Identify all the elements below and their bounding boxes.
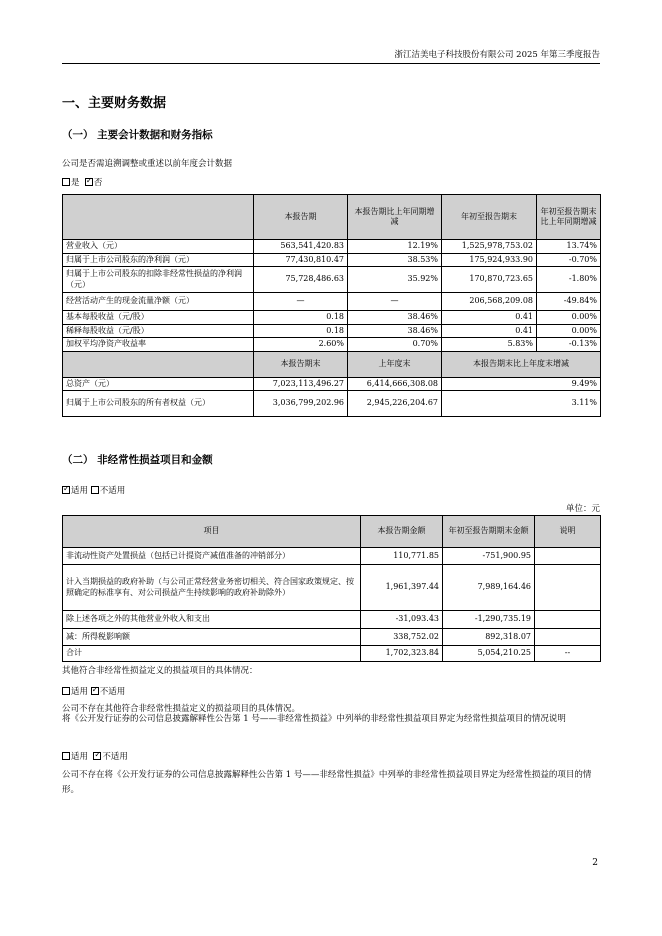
header-cell: 本报告期 [254, 195, 348, 240]
table-cell: 892,318.07 [443, 629, 535, 646]
checkbox-not-applicable[interactable] [93, 752, 101, 760]
not-applicable-label: 不适用 [102, 752, 128, 762]
table-cell: 2.60% [254, 338, 348, 352]
table-cell: 7,023,113,496.27 [254, 377, 348, 391]
table-cell: -31,093.43 [361, 611, 443, 629]
table-cell: — [254, 293, 348, 311]
checkbox-applicable[interactable] [62, 752, 70, 760]
table-row [63, 338, 601, 352]
section-title-financial-data: 一、主要财务数据 [62, 96, 167, 111]
no-reclassification-text: 公司不存在将《公开发行证券的公司信息披露解释性公告第 1 号——非经常性损益》中列举的非经常性损益项目界定为经常性损益的项目的情形。 [62, 770, 592, 795]
header-cell-empty [63, 195, 254, 240]
table-row [63, 253, 601, 267]
table-cell: 0.00% [537, 311, 601, 325]
table-cell: 12.19% [348, 240, 442, 254]
table-subheader-row [63, 351, 601, 377]
header-cell: 本报告期末 [254, 351, 348, 377]
table-row [63, 629, 601, 646]
table-row [63, 377, 601, 391]
table-row [63, 267, 601, 293]
header-cell: 本报告期金额 [361, 516, 443, 548]
row-label: 归属于上市公司股东的所有者权益（元） [63, 391, 254, 417]
not-applicable-label: 不适用 [99, 687, 126, 697]
header-cell: 说明 [535, 516, 601, 548]
not-applicable-label: 不适用 [99, 486, 126, 496]
subsection-title-accounting-data: （一） 主要会计数据和财务指标 [62, 129, 213, 141]
table-cell: -0.70% [537, 253, 601, 267]
row-label: 归属于上市公司股东的净利润（元） [63, 253, 254, 267]
table-cell: 3,036,799,202.96 [254, 391, 348, 417]
table-row [63, 240, 601, 254]
table-cell: 175,924,933.90 [442, 253, 537, 267]
table-cell: 338,752.02 [361, 629, 443, 646]
table-cell [535, 611, 601, 629]
item-label: 非流动性资产处置损益（包括已计提资产减值准备的冲销部分） [63, 548, 361, 565]
table-cell: 206,568,209.08 [442, 293, 537, 311]
header-cell: 年初至报告期期末金额 [443, 516, 535, 548]
table-cell: 38.46% [348, 324, 442, 338]
table-cell: 0.70% [348, 338, 442, 352]
table-row [63, 611, 601, 629]
table-cell: 77,430,810.47 [254, 253, 348, 267]
non-recurring-items-table [62, 515, 601, 662]
row-label: 营业收入（元） [63, 240, 254, 254]
table-cell: 13.74% [537, 240, 601, 254]
table-header-row [63, 516, 601, 548]
item-label: 合计 [63, 646, 361, 662]
no-other-items-text: 公司不存在其他符合非经常性损益定义的损益项目的具体情况。 [62, 704, 301, 714]
table-cell: 0.41 [442, 324, 537, 338]
report-header: 浙江洁美电子科技股份有限公司 2025 年第三季度报告 [394, 50, 600, 60]
header-divider [62, 63, 600, 64]
table-cell: -1.80% [537, 267, 601, 293]
table-cell: 0.41 [442, 311, 537, 325]
other-items-options [62, 685, 125, 697]
table-row-total [63, 646, 601, 662]
applicable-label: 适用 [71, 687, 89, 697]
restatement-options [62, 176, 102, 188]
header-cell: 上年度末 [348, 351, 442, 377]
table-row [63, 311, 601, 325]
table-cell: 35.92% [348, 267, 442, 293]
reclassification-options [62, 750, 128, 762]
table-cell [535, 548, 601, 565]
checkbox-applicable[interactable] [62, 687, 70, 695]
table-cell: -49.84% [537, 293, 601, 311]
header-cell: 本报告期末比上年度末增减 [442, 351, 601, 377]
table-cell: 110,771.85 [361, 548, 443, 565]
table-cell: 170,870,723.65 [442, 267, 537, 293]
applicable-label: 适用 [71, 752, 89, 762]
table-row [63, 548, 601, 565]
row-label: 归属于上市公司股东的扣除非经常性损益的净利润（元） [63, 267, 254, 293]
row-label: 加权平均净资产收益率 [63, 338, 254, 352]
item-label: 计入当期损益的政府补助（与公司正常经营业务密切相关、符合国家政策规定、按照确定的标准享有、对公司损益产生持续影响的政府补助除外） [63, 565, 361, 611]
row-label: 稀释每股收益（元/股） [63, 324, 254, 338]
table-cell: 6,414,666,308.08 [348, 377, 442, 391]
table-cell: 1,525,978,753.02 [442, 240, 537, 254]
table-row [63, 324, 601, 338]
table-row [63, 391, 601, 417]
unit-label: 单位：元 [565, 504, 600, 514]
table-cell: 1,961,397.44 [361, 565, 443, 611]
table-cell: 7,989,164.46 [443, 565, 535, 611]
table-cell: 0.18 [254, 311, 348, 325]
table-cell: 0.00% [537, 324, 601, 338]
table-cell: 38.53% [348, 253, 442, 267]
table-cell: 563,541,420.83 [254, 240, 348, 254]
table-cell: 75,728,486.63 [254, 267, 348, 293]
item-label: 减：所得税影响额 [63, 629, 361, 646]
row-label: 基本每股收益（元/股） [63, 311, 254, 325]
checkbox-applicable[interactable] [62, 486, 70, 494]
key-accounting-data-table [62, 194, 601, 417]
table-cell: 5,054,210.25 [443, 646, 535, 662]
header-cell: 年初至报告期末比上年同期增减 [537, 195, 601, 240]
checkbox-not-applicable[interactable] [91, 687, 99, 695]
header-cell: 年初至报告期末 [442, 195, 537, 240]
applicability-options [62, 484, 125, 496]
option-yes-label: 是 [71, 178, 80, 188]
table-cell: 3.11% [442, 391, 601, 417]
restatement-question: 公司是否需追溯调整或重述以前年度会计数据 [62, 159, 233, 169]
applicable-label: 适用 [71, 486, 89, 496]
table-header-row [63, 195, 601, 240]
table-cell [535, 629, 601, 646]
header-cell-empty [63, 351, 254, 377]
table-cell: -- [535, 646, 601, 662]
header-cell: 项目 [63, 516, 361, 548]
table-cell: 5.83% [442, 338, 537, 352]
checkbox-no[interactable] [85, 178, 93, 186]
header-cell: 本报告期比上年同期增减 [348, 195, 442, 240]
item-label: 除上述各项之外的其他营业外收入和支出 [63, 611, 361, 629]
reclassification-heading: 将《公开发行证券的公司信息披露解释性公告第 1 号——非经常性损益》中列举的非经常性损益项目界定为经常性损益项目的情况说明 [62, 714, 566, 724]
checkbox-not-applicable[interactable] [91, 486, 99, 494]
table-row [63, 565, 601, 611]
table-cell: — [348, 293, 442, 311]
table-cell: 1,702,323.84 [361, 646, 443, 662]
table-cell: -751,900.95 [443, 548, 535, 565]
table-cell: 9.49% [442, 377, 601, 391]
other-items-note: 其他符合非经常性损益定义的损益项目的具体情况： [62, 666, 258, 676]
row-label: 总资产（元） [63, 377, 254, 391]
table-cell: 0.18 [254, 324, 348, 338]
checkbox-yes[interactable] [62, 178, 70, 186]
subsection-title-non-recurring: （二） 非经常性损益项目和金额 [62, 454, 213, 466]
table-cell: 38.46% [348, 311, 442, 325]
table-row [63, 293, 601, 311]
table-cell: -0.13% [537, 338, 601, 352]
table-cell: -1,290,735.19 [443, 611, 535, 629]
page-number: 2 [592, 858, 598, 868]
row-label: 经营活动产生的现金流量净额（元） [63, 293, 254, 311]
table-cell: 2,945,226,204.67 [348, 391, 442, 417]
table-cell [535, 565, 601, 611]
option-no-label: 否 [93, 178, 103, 188]
